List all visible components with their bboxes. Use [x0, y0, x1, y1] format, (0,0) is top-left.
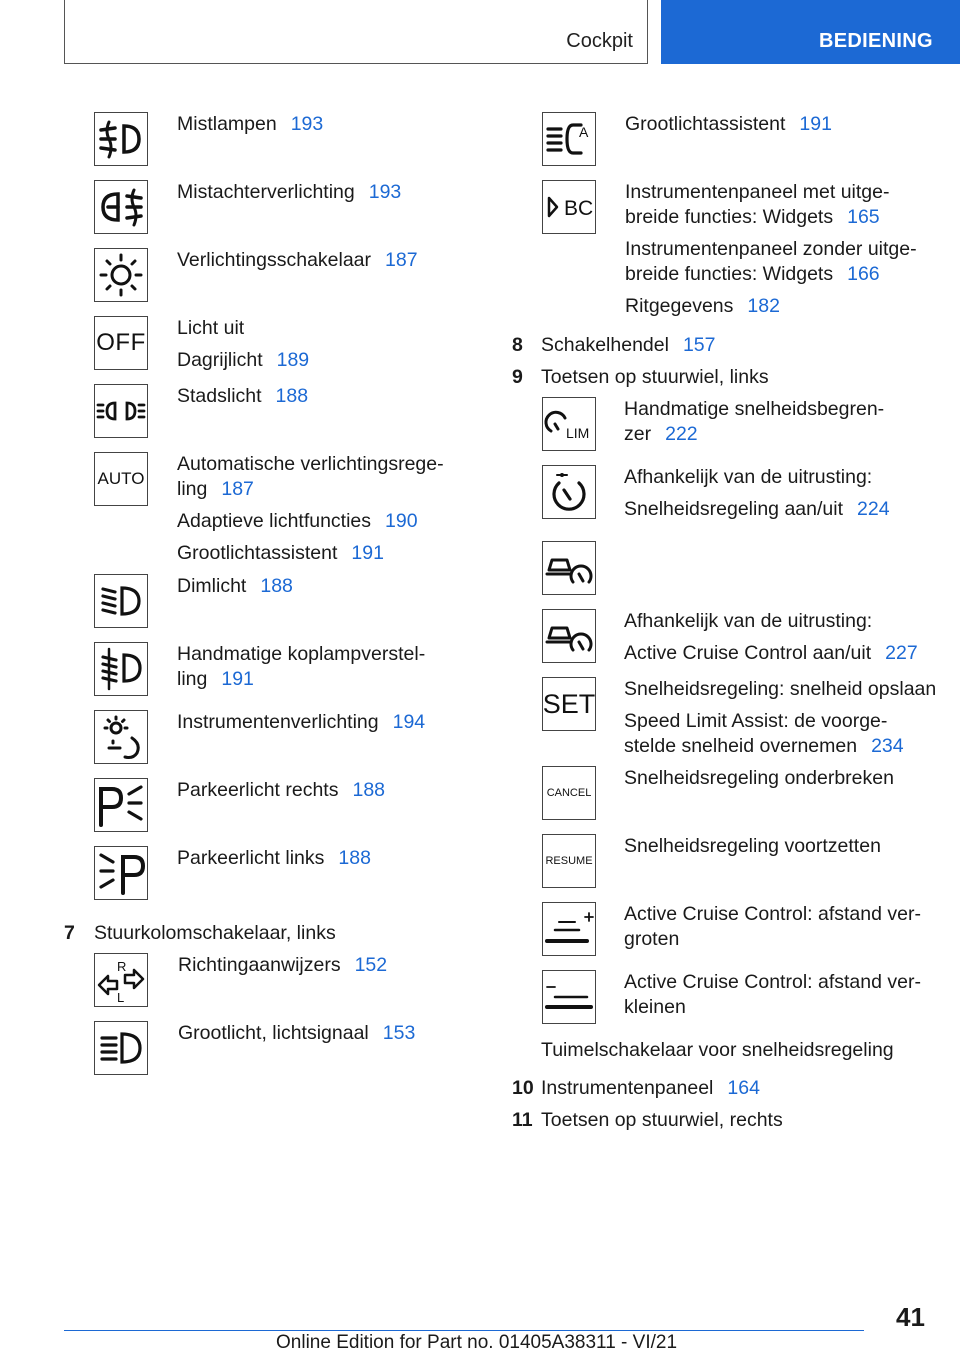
- list-item: Handmatige snelheidsbegren-: [624, 398, 885, 420]
- set-icon: SET: [542, 677, 596, 731]
- list-item: Dagrijlicht 189: [177, 349, 310, 371]
- distance-decrease-icon: [542, 970, 596, 1024]
- light-switch-icon: [94, 248, 148, 302]
- bc-icon-label: BC: [564, 197, 594, 220]
- distance-increase-icon: [542, 902, 596, 956]
- item-number: 9: [512, 366, 523, 388]
- list-item: Instrumentenpaneel zonder uitge-: [625, 238, 917, 260]
- list-item: stelde snelheid overnemen 234: [624, 735, 904, 757]
- list-item: Afhankelijk van de uitrusting:: [624, 466, 873, 488]
- chapter-tab[interactable]: [661, 0, 960, 64]
- item-number: 10: [512, 1077, 534, 1099]
- rocker-note: Tuimelschakelaar voor snelheidsregeling: [541, 1039, 894, 1061]
- list-item: Snelheidsregeling aan/uit 224: [624, 498, 890, 520]
- list-item: Schakelhendel 157: [541, 334, 716, 356]
- list-item: Speed Limit Assist: de voorge-: [624, 710, 888, 732]
- list-item: Automatische verlichtingsrege-: [177, 453, 444, 475]
- headlight-range-icon: [94, 642, 148, 696]
- fog-light-icon: [94, 112, 148, 166]
- speed-limiter-icon: [542, 397, 596, 451]
- list-item: kleinen: [624, 996, 686, 1018]
- list-item: Dimlicht 188: [177, 575, 293, 597]
- list-item: zer 222: [624, 423, 698, 445]
- list-item: Instrumentenpaneel met uitge-: [625, 181, 890, 203]
- list-item: Verlichtingsschakelaar 187: [177, 249, 418, 271]
- list-item: Parkeerlicht links 188: [177, 847, 371, 869]
- section-title: Cockpit: [566, 30, 633, 52]
- list-item: Mistlampen 193: [177, 113, 324, 135]
- list-item: Active Cruise Control aan/uit 227: [624, 642, 918, 664]
- low-beam-icon: [94, 574, 148, 628]
- chapter-title: BEDIENING: [819, 30, 933, 52]
- list-item: Mistachterverlichting 193: [177, 181, 402, 203]
- list-item: breide functies: Widgets 166: [625, 263, 880, 285]
- cancel-icon: CANCEL: [542, 766, 596, 820]
- active-cruise-icon: [542, 541, 596, 595]
- list-item: Snelheidsregeling: snelheid opslaan: [624, 678, 937, 700]
- list-item: Snelheidsregeling onderbreken: [624, 767, 894, 789]
- list-item: Grootlichtassistent 191: [625, 113, 832, 135]
- cruise-control-icon: [542, 465, 596, 519]
- parking-light-left-icon: [94, 846, 148, 900]
- list-item: Grootlicht, lichtsignaal 153: [178, 1022, 416, 1044]
- list-item: Grootlichtassistent 191: [177, 542, 384, 564]
- list-item: Ritgegevens 182: [625, 295, 780, 317]
- auto-icon: AUTO: [94, 452, 148, 506]
- list-item: Adaptieve lichtfuncties 190: [177, 510, 418, 532]
- high-beam-assist-icon: [542, 112, 596, 166]
- off-icon: OFF: [94, 316, 148, 370]
- parking-light-right-icon: [94, 778, 148, 832]
- active-cruise-icon: [542, 609, 596, 663]
- list-item: Richtingaanwijzers 152: [178, 954, 388, 976]
- list-item: Instrumentenverlichting 194: [177, 711, 426, 733]
- list-item: Handmatige koplampverstel-: [177, 643, 426, 665]
- turn-signal-letter-l: L: [117, 990, 125, 1005]
- turn-signal-icon: [94, 953, 148, 1007]
- list-item: Active Cruise Control: afstand ver-: [624, 903, 921, 925]
- list-item: breide functies: Widgets 165: [625, 206, 880, 228]
- list-item: Toetsen op stuurwiel, rechts: [541, 1109, 783, 1131]
- list-item: Afhankelijk van de uitrusting:: [624, 610, 873, 632]
- page-number: 41: [896, 1302, 925, 1332]
- list-item: Parkeerlicht rechts 188: [177, 779, 386, 801]
- item-number: 8: [512, 334, 523, 356]
- list-item: Licht uit: [177, 317, 245, 339]
- list-item: Snelheidsregeling voortzetten: [624, 835, 881, 857]
- list-item: Toetsen op stuurwiel, links: [541, 366, 769, 388]
- high-beam-icon: [94, 1021, 148, 1075]
- rear-fog-light-icon: [94, 180, 148, 234]
- list-item: groten: [624, 928, 680, 950]
- item-number: 7: [64, 922, 75, 944]
- footer-text: Online Edition for Part no. 01405A38311 - VI/21: [276, 1332, 678, 1353]
- turn-signal-letter-r: R: [117, 959, 127, 974]
- instrument-lighting-icon: [94, 710, 148, 764]
- list-item: ling 191: [177, 668, 254, 690]
- list-item: Stuurkolomschakelaar, links: [94, 922, 336, 944]
- parking-light-icon: [94, 384, 148, 438]
- lim-label: LIM: [566, 425, 590, 441]
- list-item: Instrumentenpaneel 164: [541, 1077, 760, 1099]
- bc-icon: [542, 180, 596, 234]
- item-number: 11: [512, 1109, 533, 1131]
- footer-divider: [64, 1330, 864, 1331]
- section-header: [64, 0, 648, 64]
- list-item: ling 187: [177, 478, 254, 500]
- list-item: Active Cruise Control: afstand ver-: [624, 971, 921, 993]
- list-item: Stadslicht 188: [177, 385, 309, 407]
- assist-letter-a: A: [579, 124, 589, 140]
- resume-icon: RESUME: [542, 834, 596, 888]
